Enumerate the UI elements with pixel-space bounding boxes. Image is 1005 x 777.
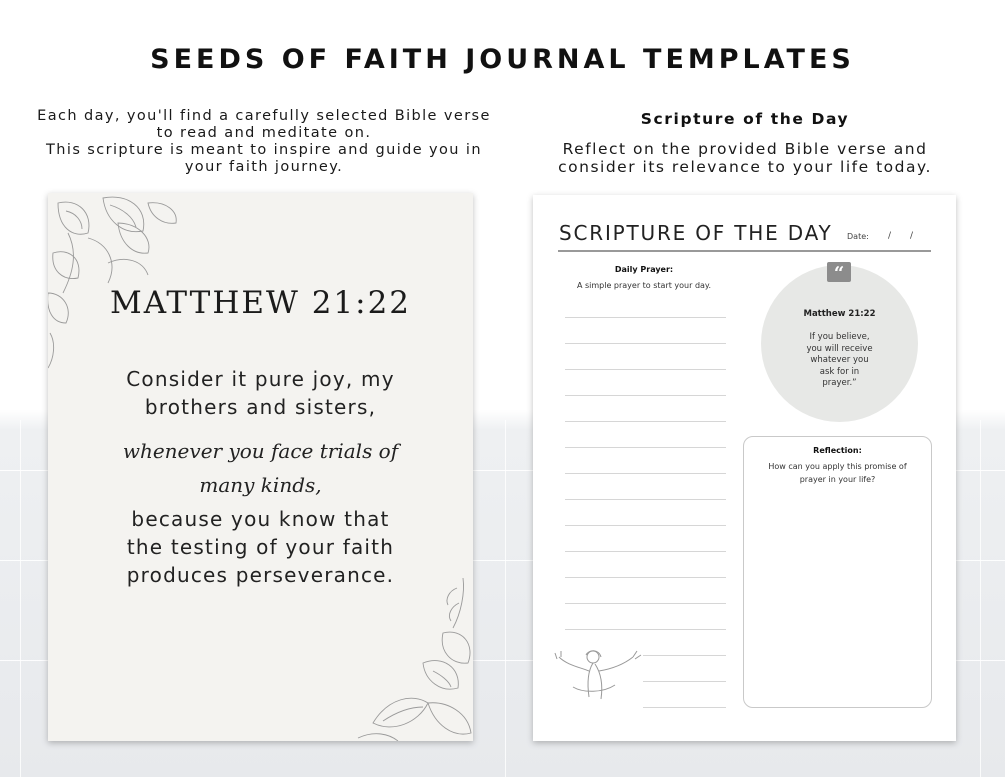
scripture-text-line: prayer.” — [822, 378, 857, 388]
writing-line[interactable] — [565, 499, 726, 500]
writing-line[interactable] — [643, 707, 726, 708]
floral-corner-bottom-right — [353, 573, 473, 741]
floor-plank-line — [980, 420, 981, 777]
verse-script-line: whenever you face trials of — [122, 439, 399, 463]
verse-card — [48, 193, 473, 741]
verse-line: produces perseverance. — [126, 563, 395, 587]
verse-line: Consider it pure joy, my — [126, 367, 395, 391]
date-separator: / — [910, 231, 914, 241]
scripture-text-line: ask for in — [819, 366, 860, 377]
floor-plank-line — [20, 420, 21, 777]
page-title: SEEDS OF FAITH JOURNAL TEMPLATES — [150, 44, 855, 75]
right-description — [530, 140, 960, 176]
writing-line[interactable] — [565, 525, 726, 526]
left-description-line: to read and meditate on. — [156, 125, 372, 141]
scripture-text-line: whatever you — [810, 355, 869, 365]
right-description-line: Reflect on the provided Bible verse and — [562, 140, 928, 158]
writing-line[interactable] — [565, 473, 726, 474]
writing-line[interactable] — [643, 655, 726, 656]
writing-line[interactable] — [565, 551, 726, 552]
journal-title: SCRIPTURE OF THE DAY — [559, 221, 833, 245]
left-description — [14, 108, 514, 176]
date-label: Date: — [847, 232, 869, 241]
writing-line[interactable] — [643, 681, 726, 682]
praying-figure-illustration — [553, 647, 648, 709]
reflection-label: Reflection: — [813, 446, 862, 455]
scripture-reference: Matthew 21:22 — [803, 309, 876, 319]
daily-prayer-subtitle: A simple prayer to start your day. — [576, 281, 712, 290]
verse-line: brothers and sisters, — [144, 395, 377, 419]
scripture-text-line: you will receive — [806, 343, 873, 354]
writing-line[interactable] — [565, 577, 726, 578]
verse-line: the testing of your faith — [126, 535, 395, 559]
writing-line[interactable] — [565, 395, 726, 396]
verse-reference: MATTHEW 21:22 — [109, 285, 412, 321]
quote-icon: “ — [827, 262, 851, 282]
left-description-line: Each day, you'll find a carefully selected Bible verse — [37, 108, 491, 124]
writing-line[interactable] — [565, 343, 726, 344]
journal-page — [533, 195, 956, 741]
writing-line[interactable] — [565, 369, 726, 370]
reflection-prompt — [743, 460, 932, 486]
writing-line[interactable] — [565, 603, 726, 604]
writing-line[interactable] — [565, 317, 726, 318]
right-description-line: consider its relevance to your life today. — [558, 158, 932, 176]
right-heading: Scripture of the Day — [640, 110, 850, 128]
scripture-text — [761, 332, 918, 390]
writing-line[interactable] — [565, 629, 726, 630]
date-separator: / — [888, 231, 892, 241]
title-divider — [558, 250, 931, 252]
left-description-line: your faith journey. — [184, 159, 344, 175]
floor-plank-line — [505, 420, 506, 777]
scripture-text-line: If you believe, — [809, 332, 870, 342]
left-description-line: This scripture is meant to inspire and guide you in — [46, 142, 482, 158]
reflection-prompt-line: prayer in your life? — [799, 475, 876, 484]
daily-prayer-label: Daily Prayer: — [614, 265, 674, 274]
writing-line[interactable] — [565, 447, 726, 448]
reflection-prompt-line: How can you apply this promise of — [768, 462, 907, 471]
verse-script-line: many kinds, — [199, 473, 322, 497]
verse-line: because you know that — [131, 507, 390, 531]
writing-line[interactable] — [565, 421, 726, 422]
